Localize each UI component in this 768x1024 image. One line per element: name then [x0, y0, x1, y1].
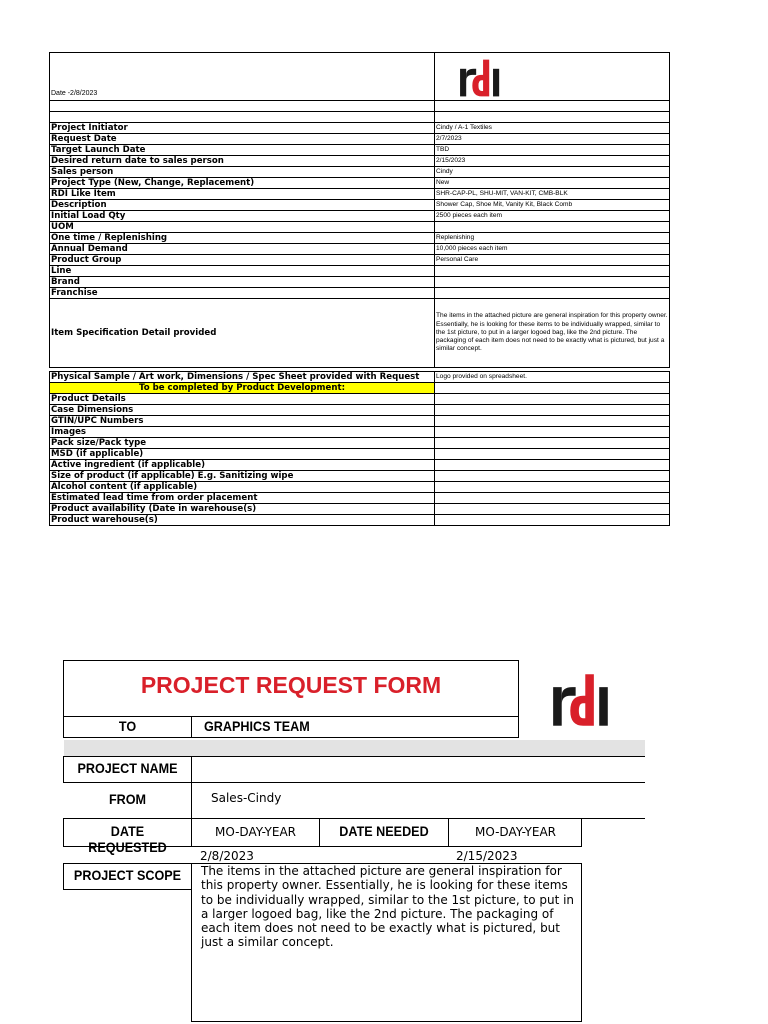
- pd-row-label: Product availability (Date in warehouse(s): [50, 504, 435, 515]
- pd-row-label: GTIN/UPC Numbers: [50, 416, 435, 427]
- project-scope-label: PROJECT SCOPE: [73, 867, 182, 883]
- pd-row-label: Pack size/Pack type: [50, 438, 435, 449]
- pd-row-label: Images: [50, 427, 435, 438]
- sheet-row-label: Annual Demand: [50, 244, 435, 255]
- sheet-row-label: Franchise: [50, 288, 435, 299]
- pd-row-label: Estimated lead time from order placement: [50, 493, 435, 504]
- pd-row-label: Active ingredient (if applicable): [50, 460, 435, 471]
- from-value[interactable]: Sales-Cindy: [211, 791, 282, 805]
- rdi-logo-large-icon: [548, 670, 614, 730]
- sheet-row-label: Sales person: [50, 167, 435, 178]
- physical-sample-row-label: Physical Sample / Art work, Dimensions / Spec Sheet provided with Request: [50, 372, 435, 383]
- sheet-row-value: Cindy / A-1 Textiles: [435, 123, 670, 134]
- sheet-row-value: TBD: [435, 145, 670, 156]
- sheet-row-value: Cindy: [435, 167, 670, 178]
- form-title: PROJECT REQUEST FORM: [140, 672, 442, 698]
- spec-row-value: The items in the attached picture are general inspiration for this property owner. Essentially, he is looking for these items to be individually wrapped, similar to the 1st picture, to put in a larger logoed bag, like the 2nd picture. The packaging of each item does not need to be exactly what is pictured, but just a similar concept.: [435, 299, 670, 368]
- sheet-row-label: Initial Load Qty: [50, 211, 435, 222]
- date-requested-format: MO-DAY-YEAR: [214, 825, 297, 839]
- sheet-row-label: Desired return date to sales person: [50, 156, 435, 167]
- sheet-row-value: New: [435, 178, 670, 189]
- project-scope-text[interactable]: The items in the attached picture are general inspiration for this property owner. Essentially, he is looking for these items to be individually wrapped, similar to the 1st picture, to put in a larger logoed bag, like the 2nd picture. The packaging of each item does not need to be exactly what is pictured, but just a similar concept.: [201, 864, 575, 950]
- sheet-row-label: Description: [50, 200, 435, 211]
- pd-row-label: Product warehouse(s): [50, 515, 435, 526]
- to-label: TO: [118, 718, 137, 734]
- sheet-row-label: Project Type (New, Change, Replacement): [50, 178, 435, 189]
- pd-row-label: Alcohol content (if applicable): [50, 482, 435, 493]
- sheet-row-label: UOM: [50, 222, 435, 233]
- sheet-row-value: 2/15/2023: [435, 156, 670, 167]
- sheet-row-value: Shower Cap, Shoe Mit, Vanity Kit, Black Comb: [435, 200, 670, 211]
- physical-sample-row-value: Logo provided on spreadsheet.: [435, 372, 670, 383]
- from-label: FROM: [108, 791, 147, 807]
- spec-row-label: Item Specification Detail provided: [50, 299, 435, 368]
- sheet-row-label: Product Group: [50, 255, 435, 266]
- date-line: Date -2/8/2023: [50, 53, 435, 101]
- project-name-label: PROJECT NAME: [77, 760, 178, 776]
- sheet-row-label: Brand: [50, 277, 435, 288]
- pd-row-label: Case Dimensions: [50, 405, 435, 416]
- separator-band: [64, 740, 645, 757]
- sheet-row-label: Project Initiator: [50, 123, 435, 134]
- sheet-row-label: Request Date: [50, 134, 435, 145]
- sheet-row-value: 10,000 pieces each item: [435, 244, 670, 255]
- pd-row-label: Product Details: [50, 394, 435, 405]
- sheet-row-label: Line: [50, 266, 435, 277]
- sheet-row-label: RDI Like Item: [50, 189, 435, 200]
- sheet-row-label: One time / Replenishing: [50, 233, 435, 244]
- date-requested-label: DATE REQUESTED: [88, 823, 167, 855]
- sheet-row-value: Personal Care: [435, 255, 670, 266]
- pd-row-label: Size of product (if applicable) E.g. Sanitizing wipe: [50, 471, 435, 482]
- sheet-row-label: Target Launch Date: [50, 145, 435, 156]
- sheet-row-value: 2500 pieces each item: [435, 211, 670, 222]
- pd-header-row-label: To be completed by Product Development:: [50, 383, 435, 394]
- date-requested-value[interactable]: 2/8/2023: [200, 849, 254, 863]
- date-needed-value[interactable]: 2/15/2023: [456, 849, 518, 863]
- date-needed-label: DATE NEEDED: [339, 823, 429, 839]
- to-value: GRAPHICS TEAM: [204, 718, 310, 734]
- sheet-row-value: SHR-CAP-PL, SHU-MIT, VAN-KIT, CMB-BLK: [435, 189, 670, 200]
- pd-row-label: MSD (if applicable): [50, 449, 435, 460]
- sheet-row-value: 2/7/2023: [435, 134, 670, 145]
- sheet-row-value: Replenishing: [435, 233, 670, 244]
- date-needed-format: MO-DAY-YEAR: [474, 825, 557, 839]
